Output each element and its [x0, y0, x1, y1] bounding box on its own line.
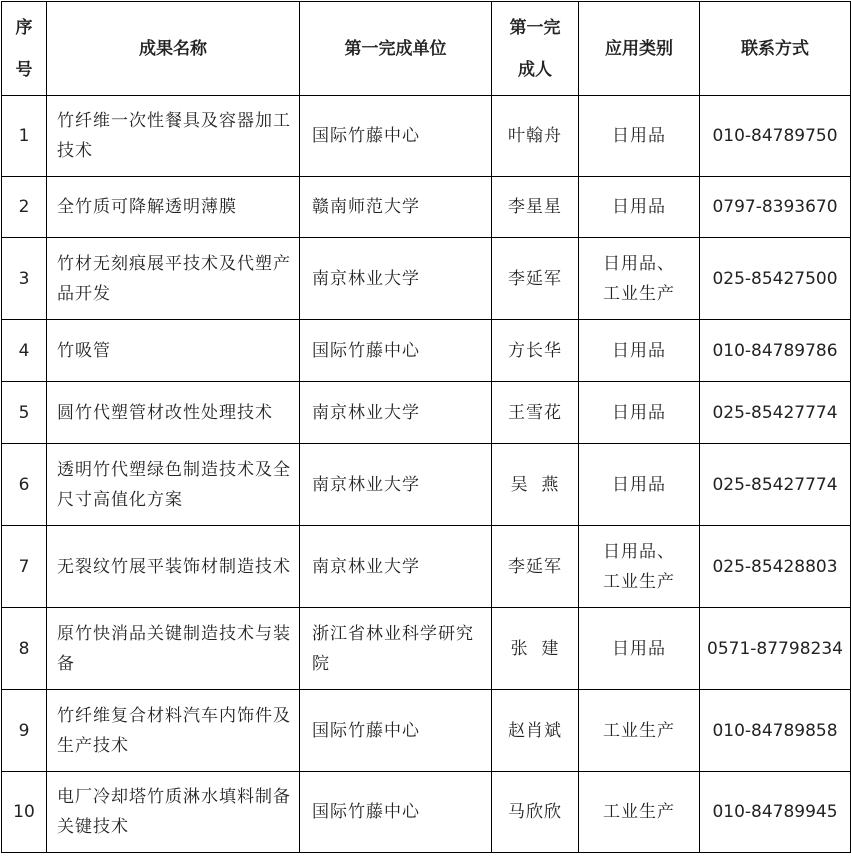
cell-category: 日用品 [579, 96, 700, 177]
cell-person: 李延军 [492, 238, 579, 320]
table-header-row [2, 2, 851, 96]
cell-name: 透明竹代塑绿色制造技术及全尺寸高值化方案 [47, 444, 300, 526]
cell-person: 赵肖斌 [492, 690, 579, 772]
cell-category: 日用品 [579, 608, 700, 690]
header-unit: 第一完成单位 [300, 2, 492, 96]
header-contact: 联系方式 [700, 2, 851, 96]
cell-contact: 0571-87798234 [700, 608, 851, 690]
cell-name: 竹材无刻痕展平技术及代塑产品开发 [47, 238, 300, 320]
cell-contact: 025-85428803 [700, 526, 851, 608]
header-index: 序号 [2, 2, 47, 96]
cell-unit: 赣南师范大学 [300, 177, 492, 238]
cell-name: 圆竹代塑管材改性处理技术 [47, 382, 300, 444]
table-row [2, 177, 851, 238]
cell-name: 全竹质可降解透明薄膜 [47, 177, 300, 238]
table-row [2, 96, 851, 177]
cell-index: 1 [2, 96, 47, 177]
cell-unit: 南京林业大学 [300, 526, 492, 608]
table-row [2, 238, 851, 320]
cell-category: 工业生产 [579, 772, 700, 853]
cell-name: 电厂冷却塔竹质淋水填料制备关键技术 [47, 772, 300, 853]
cell-contact: 010-84789858 [700, 690, 851, 772]
cell-contact: 025-85427774 [700, 444, 851, 526]
cell-person: 王雪花 [492, 382, 579, 444]
cell-index: 5 [2, 382, 47, 444]
table-row [2, 772, 851, 853]
cell-category: 日用品、工业生产 [579, 526, 700, 608]
header-category: 应用类别 [579, 2, 700, 96]
cell-contact: 010-84789945 [700, 772, 851, 853]
cell-unit: 国际竹藤中心 [300, 96, 492, 177]
cell-name: 竹纤维一次性餐具及容器加工技术 [47, 96, 300, 177]
table-row [2, 690, 851, 772]
cell-unit: 国际竹藤中心 [300, 690, 492, 772]
cell-category: 日用品 [579, 382, 700, 444]
table-row [2, 382, 851, 444]
table-row [2, 608, 851, 690]
header-person: 第一完成人 [492, 2, 579, 96]
cell-person: 方长华 [492, 320, 579, 382]
cell-index: 8 [2, 608, 47, 690]
cell-contact: 025-85427500 [700, 238, 851, 320]
cell-name: 竹吸管 [47, 320, 300, 382]
cell-unit: 国际竹藤中心 [300, 320, 492, 382]
cell-category: 日用品、工业生产 [579, 238, 700, 320]
cell-category: 日用品 [579, 444, 700, 526]
cell-person: 叶翰舟 [492, 96, 579, 177]
cell-person: 李延军 [492, 526, 579, 608]
cell-contact: 0797-8393670 [700, 177, 851, 238]
table-row [2, 526, 851, 608]
cell-unit: 南京林业大学 [300, 444, 492, 526]
cell-person: 吴 燕 [492, 444, 579, 526]
table-row [2, 444, 851, 526]
cell-unit: 浙江省林业科学研究院 [300, 608, 492, 690]
header-name: 成果名称 [47, 2, 300, 96]
cell-person: 马欣欣 [492, 772, 579, 853]
cell-unit: 南京林业大学 [300, 382, 492, 444]
cell-contact: 025-85427774 [700, 382, 851, 444]
cell-index: 6 [2, 444, 47, 526]
cell-unit: 国际竹藤中心 [300, 772, 492, 853]
cell-category: 工业生产 [579, 690, 700, 772]
cell-name: 无裂纹竹展平装饰材制造技术 [47, 526, 300, 608]
cell-unit: 南京林业大学 [300, 238, 492, 320]
cell-name: 竹纤维复合材料汽车内饰件及生产技术 [47, 690, 300, 772]
cell-index: 7 [2, 526, 47, 608]
cell-person: 张 建 [492, 608, 579, 690]
cell-category: 日用品 [579, 320, 700, 382]
achievements-table [1, 1, 851, 853]
cell-person: 李星星 [492, 177, 579, 238]
table-row [2, 320, 851, 382]
cell-index: 4 [2, 320, 47, 382]
cell-name: 原竹快消品关键制造技术与装备 [47, 608, 300, 690]
cell-index: 9 [2, 690, 47, 772]
cell-category: 日用品 [579, 177, 700, 238]
cell-index: 3 [2, 238, 47, 320]
cell-index: 10 [2, 772, 47, 853]
cell-contact: 010-84789786 [700, 320, 851, 382]
cell-contact: 010-84789750 [700, 96, 851, 177]
cell-index: 2 [2, 177, 47, 238]
